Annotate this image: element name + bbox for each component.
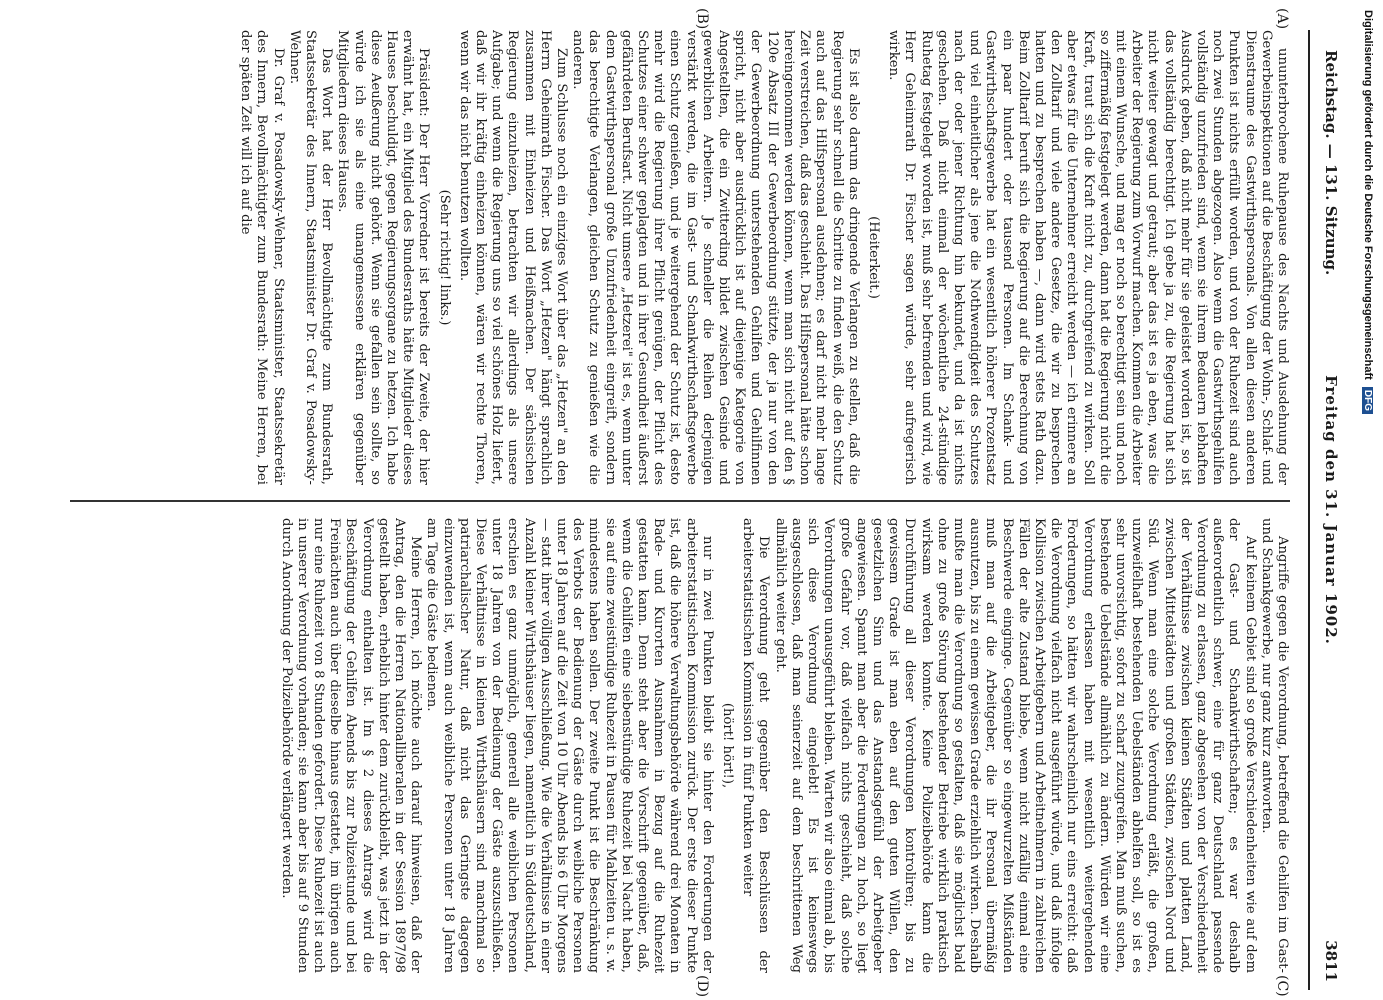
paragraph: ununterbrochene Ruhepause des Nachts und Ausdehnung der Gewerbeinspektionen auf die Beschäftigung der Wohn-, Schlaf- und Dienstraume des Gastwirthspersonals. Von allen diesen anderen Punkten ist nichts erfüllt worden, und von der Ruhezeit sind auch noch zwei Stunden abgezogen. Also wenn die Gastwirthsgehilfen vollständig unzufrieden sind, wenn sie ihrem Bedauern lebhaften Ausdruck geben, daß nicht mehr für sie geleistet worden ist, so ist das vollständig berechtigt. Ich gebe ja zu, die Regierung hat sich nicht weiter gewagt und getraut; aber das ist es ja eben, was die Arbeiter der Regierung zum Vorwurf machen. Kommen die Arbeiter mit einem Wunsche, und mag er noch so berechtigt sein und noch so ziffermäßig festgelegt werden, dann hat die Regierung nicht die Kraft, traut sich die Kraft nicht zu, durchgreifend zu wirken. Soll aber etwas für die Unternehmer erreicht werden — ich erinnere an den Zolltarif und viele andere Gesetze, die wir zu besprechen hatten und zu besprechen haben —, dann wird stets Rath dazu. Beim Zolltarif beruft sich die Regierung auf die Berechnung von ein paar hundert oder tausend Personen. Im Schank- und Gastwirthschaftsgewerbe hat ein wesentlich höherer Prozentsatz und viel einheitlicher als jene die Nothwendigkeit des Schutzes nach der oder jener Richtung hin bekundet, und da ist nichts geschehen. Daß nicht einmal der wöchentliche 24-stündige Ruhetag festgelegt worden ist, muß sehr befremden und wird, wie Herr Geheimrath Dr. Fischer sagen würde, sehr aufregerisch wirken. [886, 30, 1290, 485]
paragraph: Meine Herren, ich möchte auch darauf hinweisen, daß der Antrag, den die Herren Nationalliberalen in der Session 1897/98 gestellt haben, erheblich hinter dem zurückbleibt, was jetzt in der Verordnung enthalten ist. Im § 2 dieses Antrags wird die Beschäftigung der Gehilfen Abends bis zur Polizeistunde und bei Freinächten auch über dieselbe hinaus gestattet, im übrigen auch nur eine Ruhezeit von 8 Stunden gefordert. Diese Ruhezeit ist auch in unserer Verordnung vorhanden; sie kann aber bis auf 9 Stunden durch Anordnung der Polizeibehörde verlängert werden. [278, 518, 424, 973]
interjection: (hört! hört!), [720, 702, 736, 789]
page-header [1308, 30, 1350, 990]
marker-b: (B) [694, 8, 710, 30]
paragraph: Die Verordnung geht gegenüber den Beschlüssen der arbeiterstatistischen Kommission in fünf Punkten weiter [740, 518, 772, 973]
marker-d: (D) [694, 975, 710, 998]
column-divider [70, 500, 1290, 502]
left-column [70, 30, 1290, 485]
dfg-logo: DFG [1362, 387, 1373, 414]
header-session: Reichstag. — 131. Sitzung. [1322, 50, 1340, 276]
digitization-note [1354, 10, 1378, 990]
header-date: Freitag den 31. Januar 1902. [1322, 375, 1340, 645]
right-column [70, 518, 1290, 973]
paragraph: Das Wort hat der Herr Bevollmächtigte zum Bundesrath, Staatssekretär des Innern, Staatsminister Dr. Graf v. Posadowsky-Wehner. [286, 30, 335, 485]
funding-text: Digitalisierung gefördert durch die Deutsche Forschungsgemeinschaft [1362, 10, 1374, 380]
marker-a: (A) [1274, 8, 1290, 30]
paragraph: nur in zwei Punkten bleibt sie hinter den Forderungen der arbeiterstatistischen Kommission zurück. Der erste dieser Punkte ist, daß die höhere Verwaltungsbehörde während drei Monaten in Bade- und Kurorten Ausnahmen in Bezug auf die Ruhezeit gestatten kann. Denn steht aber die Vorschrift gegenüber, daß, wenn die Gehilfen eine siebenstündige Ruhezeit bei Nacht haben, sie auf eine zweistündige Ruhezeit in Pausen für Mahlzeiten u. s. w. mindestens haben sollen. Der zweite Punkt ist die Beschränkung des Verbots der Bedienung der Gäste durch weibliche Personen unter 18 Jahren auf die Zeit von 10 Uhr Abends bis 6 Uhr Morgens — statt ihrer völligen Ausschließung. Wie die Verhältnisse in einer Anzahl kleiner Wirthshäuser liegen, namentlich in Süddeutschland, erschien es ganz unmöglich, generell alle weiblichen Personen unter 18 Jahren von der Bedienung der Gäste auszuschließen. Diese Verhältnisse in kleinen Wirthshäusern sind manchmal so patriarchalischer Natur, daß nicht das Geringste dagegen einzuwenden ist, wenn auch weibliche Personen unter 18 Jahren am Tage die Gäste bedienen. [424, 518, 715, 973]
interjection: (Heiterkeit.) [865, 216, 881, 299]
rotated-page-content [50, 8, 1350, 998]
paragraph: Präsident: Der Herr Vorredner ist bereits der Zweite, der hier erwähnt hat, ein Mitglied des Bundesraths hätte Mitglieder dieses Hauses beschuldigt, gegen Regierungsorgane zu hetzen. Ich habe diese Aeußerung nicht gehört. Wenn sie gefallen sein sollte, so würde ich sie als eine unangemessene erklären gegenüber Mitgliedern dieses Hauses. [335, 30, 432, 485]
paragraph: Es ist also darum das dringende Verlangen zu stellen, daß die Regierung sehr schnell die Schritte zu finden weiß, die den Schutz auch auf das Hilfspersonal ausdehnen; es darf nicht mehr lange Zeit verstreichen, daß das geschieht. Das Hilfspersonal hätte schon hereingenommen werden können, wenn man sich nicht auf den § 120e Absatz III der Gewerbeordnung stützte, der ja nur von den der Gewerbeordnung unterstehenden Gehilfen und Gehilfinnen spricht, nicht aber ausdrücklich ist auf diejenige Kategorie von Angestellten, die ein Zwitterding bildet zwischen Gesinde und gewerblichen Arbeitern. Je schneller die Reihen derjenigen verstärkt werden, die im Gast- und Schankwirthschaftsgewerbe einen Schutz genießen, und je weitergehend der Schutz ist, desto mehr wird die Regierung ihrer Pflicht genügen, der Pflicht des Schutzes einer schwer geplagten und in ihrer Gesundheit äußerst gefährdeten Berufsart. Nicht umsere „Hetzerei" ist es, wenn unter dem Gastwirthspersonal große Unzufriedenheit eingreift, sondern das berechtigte Verlangen, gleichen Schutz zu genießen wie die anderen. [570, 30, 861, 485]
digitization-note-text [1352, 10, 1374, 990]
paragraph: Angriffe gegen die Verordnung, betreffend die Gehilfen im Gast- und Schankgewerbe, nur ganz kurz antworten. [1258, 518, 1290, 973]
paragraph: Zum Schlusse noch ein einziges Wort über das „Hetzen" an den Herrn Geheimrath Fischer. Das Wort „Hetzen" hängt sprachlich zusammen mit Einheizen und Heißmachen. Der sächsischen Regierung einzuheizen, betrachten wir allerdings als unsere Aufgabe; und wenn die Regierung uns so viel schönes Holz liefert, daß wir ihr kräftig einheizen können, wären wir rechte Thoren, wenn wir das nicht benutzen wollten. [456, 30, 570, 485]
interjection: (Sehr richtig! links.) [436, 189, 452, 326]
marker-c: (C) [1274, 975, 1290, 997]
header-page-number: 3811 [1322, 940, 1340, 982]
paragraph: Dr. Graf v. Posadowsky-Wehner, Staatsminister, Staatssekretär des Innern, Bevollmächtigter zum Bundesrath: Meine Herren, bei der späten Zeit will ich auf die [238, 30, 286, 485]
paragraph: Auf keinem Gebiet sind so große Verschiedenheiten wie auf dem der Gast- und Schankwirthschaften; es war deshalb außerordentlich schwer, eine für ganz Deutschland passende Verordnung zu erlassen, ganz abgesehen von der Verschiedenheit der Verhältnisse zwischen kleinen Städten und platten Land, zwischen Mittelstädten und großen Städten, zwischen Nord und Süd. Wenn man eine solche Verordnung erläßt, die großen, unzweifelhaft bestehenden Uebelständen abhelfen soll, so ist es sehr unvorsichtig, sofort zu scharf zuzugreifen. Man muß suchen, bestehende Uebelstände allmählich zu ändern. Würden wir eine Verordnung erlassen haben mit wesentlich weitergehenden Forderungen, so hätten wir wahrscheinlich nur eins erreicht: daß die Verordnung vielfach nicht ausgeführt würde, und daß infolge Kollision zwischen Arbeitgebern und Arbeitnehmern in zahlreichen Fällen der alte Zustand bliebe, wenn nicht zufällig einmal eine Beschwerde einginge. Gegenüber so eingewurzelten Mißständen muß man auf die Arbeitgeber, die ihr Personal übermäßig ausnutzen, bis zu einem gewissen Grade erziehlich wirken. Deshalb mußte man die Verordnung so gestalten, daß sie möglichst bald ohne zu große Störung bestehender Betriebe wirklich praktisch wirksam werden konnte. Keine Polizeibehörde kann die Durchführung all dieser Verordnungen kontroliren; bis zu gewissem Grade ist man eben auf den guten Willen, den gesetzlichen Sinn und das Anstandsgefühl der Arbeitgeber angewiesen. Spannt man aber die Forderungen zu hoch, so liegt große Gefahr vor, daß vielfach nichts geschieht, daß solche Verordnungen unausgeführt bleiben. Warten wir also einmal ab, bis sich diese Verordnung eingelebt! Es ist keineswegs ausgeschlossen, daß man seinerzeit auf dem beschrittenen Weg allmählich weiter geht. [772, 518, 1258, 973]
